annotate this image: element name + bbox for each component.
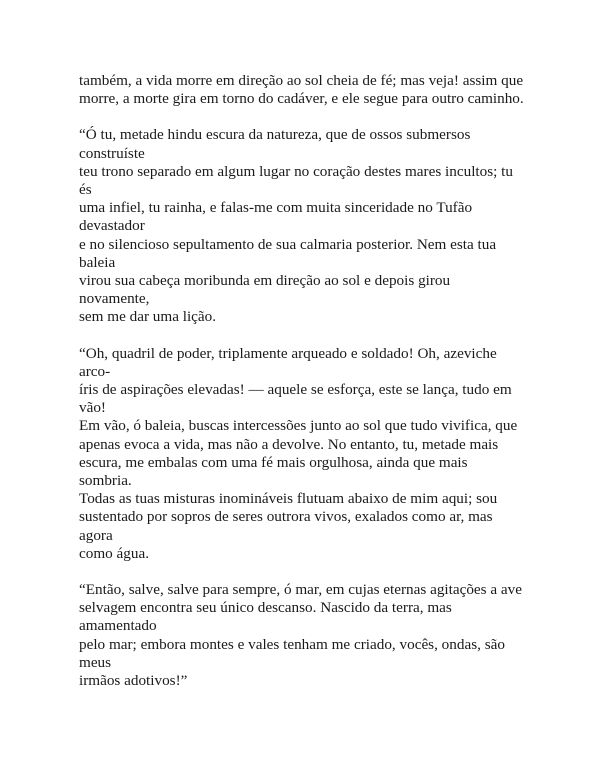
paragraph-1: também, a vida morre em direção ao sol cheia de fé; mas veja! assim que morre, a morte gira em torno do cadáver, e ele segue para outro caminho.: [79, 72, 524, 108]
paragraph-4: “Então, salve, salve para sempre, ó mar, em cujas eternas agitações a ave selvagem encontra seu único descanso. Nascido da terra, mas amamentado pelo mar; embora montes e vales tenham me criado, vocês, ondas, são meus irmãos adotivos!”: [79, 581, 522, 690]
document-page: [79, 72, 524, 708]
paragraph-2: “Ó tu, metade hindu escura da natureza, que de ossos submersos construíste teu trono separado em algum lugar no coração destes mares incultos; tu és uma infiel, tu rainha, e falas-me com muita sinceridade no Tufão devastador e no silencioso sepultamento de sua calmaria posterior. Nem esta tua baleia virou sua cabeça moribunda em direção ao sol e depois girou novamente, sem me dar uma lição.: [79, 126, 513, 326]
paragraph-3: “Oh, quadril de poder, triplamente arqueado e soldado! Oh, azeviche arco- íris de aspirações elevadas! — aquele se esforça, este se lança, tudo em vão! Em vão, ó baleia, buscas intercessões junto ao sol que tudo vivifica, que apenas evoca a vida, mas não a devolve. No entanto, tu, metade mais escura, me embalas com uma fé mais orgulhosa, ainda que mais sombria. Todas as tuas misturas inomináveis flutuam abaixo de mim aqui; sou sustentado por sopros de seres outrora vivos, exalados como ar, mas agora como água.: [79, 344, 518, 562]
